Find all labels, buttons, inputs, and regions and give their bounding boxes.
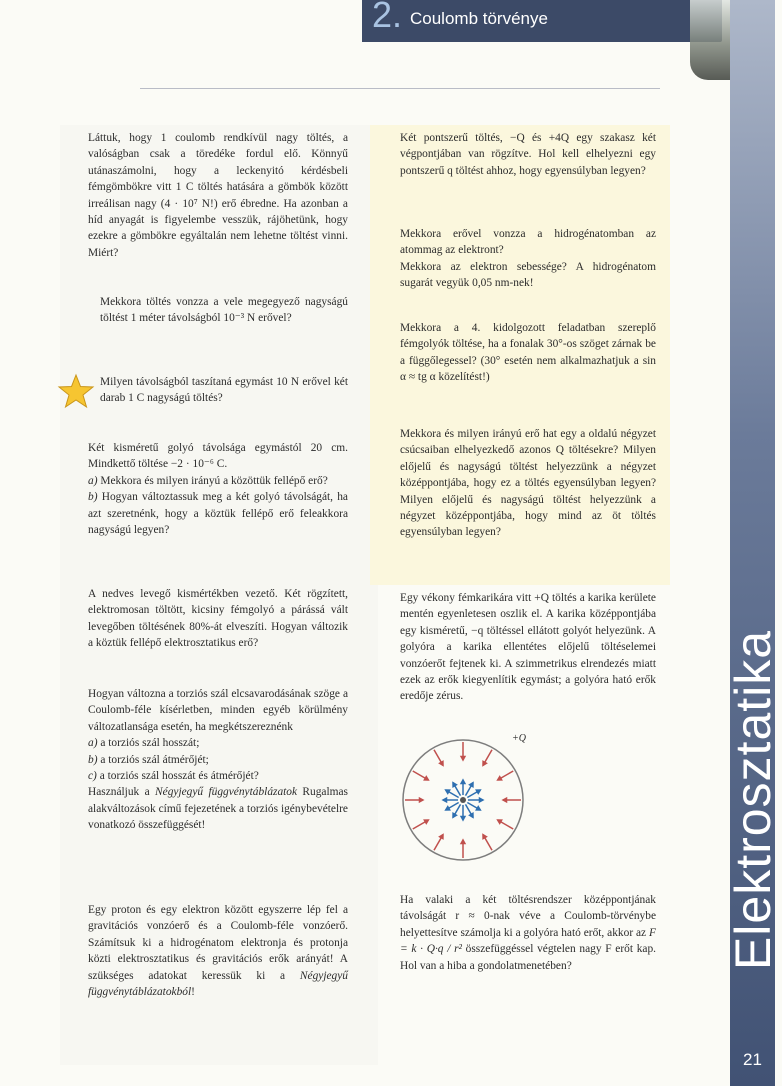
center-force-arrow-head [453,813,456,817]
exercise-2-text: Mekkora töltés vonzza a vele megegyező nagyságú töltést 1 méter távolságból 10⁻³ N erővel? [100,296,348,325]
ring-charge-diagram [398,735,528,865]
item-label: b) [88,491,98,504]
chapter-number: 2. [372,0,403,35]
ring-force-arrow-head [440,761,443,765]
exercise-7-end: ! [191,986,195,999]
hint-book-title: Négyjegyű függvénytáblázatok [155,786,298,799]
header-rule [140,88,660,89]
exercise-4-b-text: Hogyan változtassuk meg a két golyó távolságát, ha azt szeretnénk, hogy a köztük fellépő erő feleakkora nagyságú legyen? [88,491,348,537]
exercise-11-text: Mekkora és milyen irányú erő hat egy a oldalú négyzet csúcsaiban elhelyezkedő azonos Q töltésekre? Milyen előjelű és nagyságú töltést helyezzünk a négyzet középpontjába, hogy ez a töltés egyensúlyban legyen? Milyen előjelű és nagyságú töltést helyezzünk a négyzet középpontjába, hogy mind az öt töltés egyensúlyban legyen? [400,428,656,539]
exercise-6 [88,686,348,834]
item-label: a) [88,737,98,750]
star-icon [58,374,94,408]
exercise-4-a-text: Mekkora és milyen irányú a közöttük fellépő erő? [97,474,328,487]
center-force-arrow-head [453,783,456,787]
center-force-arrow-head [461,780,465,784]
exercise-9-text-a: Mekkora erővel vonzza a hidrogénatomban az atommag az elektront? [400,228,656,257]
ring-force-arrow-head [483,761,486,765]
ring-force-arrow-head [461,756,465,760]
chapter-header-bar [362,0,722,42]
ring-force-arrow-head [498,777,502,780]
exercise-10 [400,320,656,386]
page-number: 21 [743,1050,762,1069]
ring-force-arrow-head [424,820,428,823]
exercise-10-text: Mekkora a 4. kidolgozott feladatban szereplő fémgolyók töltése, ha a fonalak 30°-os szöget zárnak be a függőlegessel? (30° esetén nem alkalmazhatjuk a sin α ≈ tg α közelítést!) [400,322,656,384]
center-force-arrow-head [476,790,480,793]
item-label: c) [88,770,97,783]
exercise-6-hint [88,784,348,833]
hint-start: Használjuk a [88,786,156,799]
exercise-6-b [88,752,348,768]
exercise-6-a [88,735,348,751]
ring-force-arrow-head [503,798,507,802]
exercise-4-intro: Két kisméretű golyó távolsága egymástól 20 cm. Mindkettő töltése −2 · 10⁻⁶ C. [88,442,348,471]
chapter-title: Coulomb törvénye [410,9,548,28]
exercise-9 [400,226,656,292]
exercise-5 [88,586,348,652]
ring-force-arrow-head [461,840,465,844]
exercise-13-end: összefüggéssel végtelen nagy F erőt kap. Hol van a hiba a gondolatmenetében? [400,943,656,972]
exercise-4 [88,440,348,538]
exercise-13 [400,892,656,974]
exercise-6-c-text: a torziós szál hosszát és átmérőjét? [96,770,259,783]
exercise-6-c [88,768,348,784]
center-force-arrow-head [476,807,480,810]
exercise-3 [100,374,348,407]
center-force-arrow-head [446,790,450,793]
exercise-12-text: Egy vékony fémkarikára vitt +Q töltés a karika kerülete mentén egyenletesen oszlik el. A karika középpontjába egy kisméretű, −q töltéssel ellátott golyót helyezünk. A golyóra a karika ellentétes előjelű töltéselemei vonzóerőt fejtenek ki. A szimmetrikus elrendezés miatt ezek az erők kiegyenlítik egymást; a golyóra ható erők eredője zérus. [400,592,656,703]
exercise-7-book-title: Négyjegyű függvénytáblázatokból [88,969,348,999]
exercise-6-intro: Hogyan változna a torziós szál elcsavarodásának szöge a Coulomb-féle kísérletben, minden egyéb körülmény változatlansága esetén, ha megkétszereznénk [88,688,348,733]
coulomb-formula: F = k · Q·q / r² [400,926,656,956]
side-section-title: Elektrosztatika [725,629,781,971]
exercise-8 [400,130,656,179]
exercise-8-text: Két pontszerű töltés, −Q és +4Q egy szakasz két végpontjában van rögzítve. Hol kell elhelyezni egy pontszerű q töltést ahhoz, hogy egyensúlyban legyen? [400,132,656,177]
exercise-1-text: Láttuk, hogy 1 coulomb rendkívül nagy töltés, a valóságban csak a töredéke fordul elő. Könnyű utánaszámolni, hogy a leckenyitó kérdésbeli fémgömbökre vitt 1 C töltés hatására a gömbök között irreálisan nagy (4 · 10⁷ N!) erő ébredne. Ha azonban a híd anyagát is figyelembe vesszük, rájöhetünk, hogy ezekre a gömbökre egyáltalán nem lehetne töltést vinni. Miért? [88,132,348,259]
exercise-11 [400,426,656,541]
diagram-label-plus-q: +Q [512,733,526,744]
exercise-12 [400,590,656,705]
center-force-arrow-head [446,807,450,810]
ring-force-arrow-head [424,777,428,780]
exercise-7 [88,902,348,1000]
center-force-arrow-head [470,783,473,787]
exercise-13-text: Ha valaki a két töltésrendszer középpontjának távolságát r ≈ 0-nak véve a Coulomb-törvénybe helyettesítve számolja ki a golyóra ható erőt, akkor az [400,894,656,939]
ring-force-arrow-head [498,820,502,823]
exercise-9-text-b: Mekkora az elektron sebessége? A hidrogénatom sugarát vegyük 0,05 nm-nek! [400,260,656,290]
exercise-4-a [88,473,348,489]
hint-end: Rugalmas alakváltozások című fejezetének a torziós igénybevételre vonatkozó összefüggését! [88,786,348,832]
exercise-7-text: Egy proton és egy elektron között egyszerre lép fel a gravitációs vonzóerő és a Coulomb-féle vonzóerő. Számítsuk ki a hidrogénatom elektronja és protonja közti elektrosztatikus és gravitációs erők arányát! A szükséges adatokat keressük ki a [88,904,348,982]
ring-force-arrow-head [440,835,443,839]
exercise-5-text: A nedves levegő kismértékben vezető. Két rögzített, elektromosan töltött, kicsiny fémgolyó a párássá vált levegőben töltésének 80%-át elveszíti. Hogyan változik a köztük fellépő elektrosztatikus erő? [88,588,348,650]
exercise-4-b [88,489,348,538]
item-label: b) [88,753,98,766]
center-force-arrow-head [470,813,473,817]
exercise-2 [100,294,348,327]
exercise-6-a-text: a torziós szál hosszát; [97,737,200,750]
ring-force-arrow-head [483,835,486,839]
center-force-arrow-head [461,816,465,820]
exercise-1 [88,130,348,261]
center-force-arrow-head [479,798,483,802]
ring-force-arrow-head [419,798,423,802]
exercise-6-b-text: a torziós szál átmérőjét; [97,753,209,766]
exercise-3-text: Milyen távolságból taszítaná egymást 10 N erővel két darab 1 C nagyságú töltés? [100,376,348,405]
item-label: a) [88,474,98,487]
center-force-arrow-head [443,798,447,802]
